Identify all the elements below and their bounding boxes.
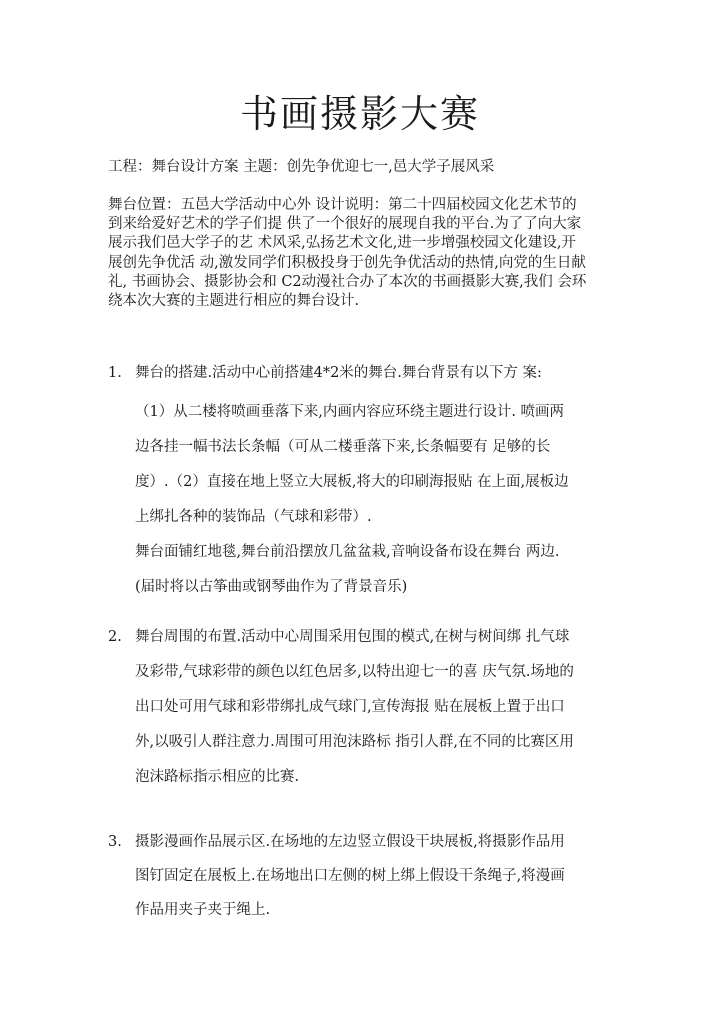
project-line: 工程：舞台设计方案 主题：创先争优迎七一,邑大学子展风采 xyxy=(108,159,495,175)
item-lead: 舞台周围的布置.活动中心周围采用包围的模式,在树与树间绑 扎气球及彩带,气球彩带的颜色以红色居多,以特出迎七一的喜 庆气氛.场地的出口处可用气球和彩带绑扎成气球门,宣传海报 贴在展板上置于出口外,以吸引人群注意力.周围可用泡沫路标 指引人群,在不同的比赛区用泡沫路标指示相应的比赛. xyxy=(135,629,574,785)
list-item xyxy=(108,620,578,795)
intro-paragraph: 舞台位置：五邑大学活动中心外 设计说明：第二十四届校园文化艺术节的到来给爱好艺术的学子们提 供了一个很好的展现自我的平台.为了了向大家展示我们邑大学子的艺 术风采,弘扬艺术文化,进一步增强校园文化建设,开展创先争优活 动,激发同学们积极投身于创先争优活动的热情,向党的生日献礼, 书画协会、摄影协会和 C2动漫社合办了本次的书画摄影大赛,我们 会环绕本次大赛的主题进行相应的舞台设计. xyxy=(108,197,587,310)
item-lead: 舞台的搭建.活动中心前搭建4*2米的舞台.舞台背景有以下方 案: xyxy=(135,365,542,381)
item-number: 2. xyxy=(108,629,122,645)
item-detail: （1）从二楼将喷画垂落下来,内画内容应环绕主题进行设计. 喷画两边各挂一幅书法长条幅（可从二楼垂落下来,长条幅要有 足够的长度）.（2）直接在地上竖立大展板,将大的印刷海报贴 在上面,展板边上绑扎各种的装饰品（气球和彩带）. xyxy=(135,404,569,525)
document-title: 书画摄影大赛 xyxy=(239,92,480,136)
item-extra: 舞台面铺红地毯,舞台前沿摆放几盆盆栽,音响设备布设在舞台 两边.(届时将以古筝曲或钢琴曲作为了背景音乐) xyxy=(135,544,560,595)
list-item xyxy=(108,356,578,605)
list-item xyxy=(108,825,578,927)
item-lead: 摄影漫画作品展示区.在场地的左边竖立假设干块展板,将摄影作品用图钉固定在展板上.在场地出口左侧的树上绑上假设干条绳子,将漫画作品用夹子夹于绳上. xyxy=(135,834,565,918)
item-number: 3. xyxy=(108,834,122,850)
item-number: 1. xyxy=(108,365,122,381)
